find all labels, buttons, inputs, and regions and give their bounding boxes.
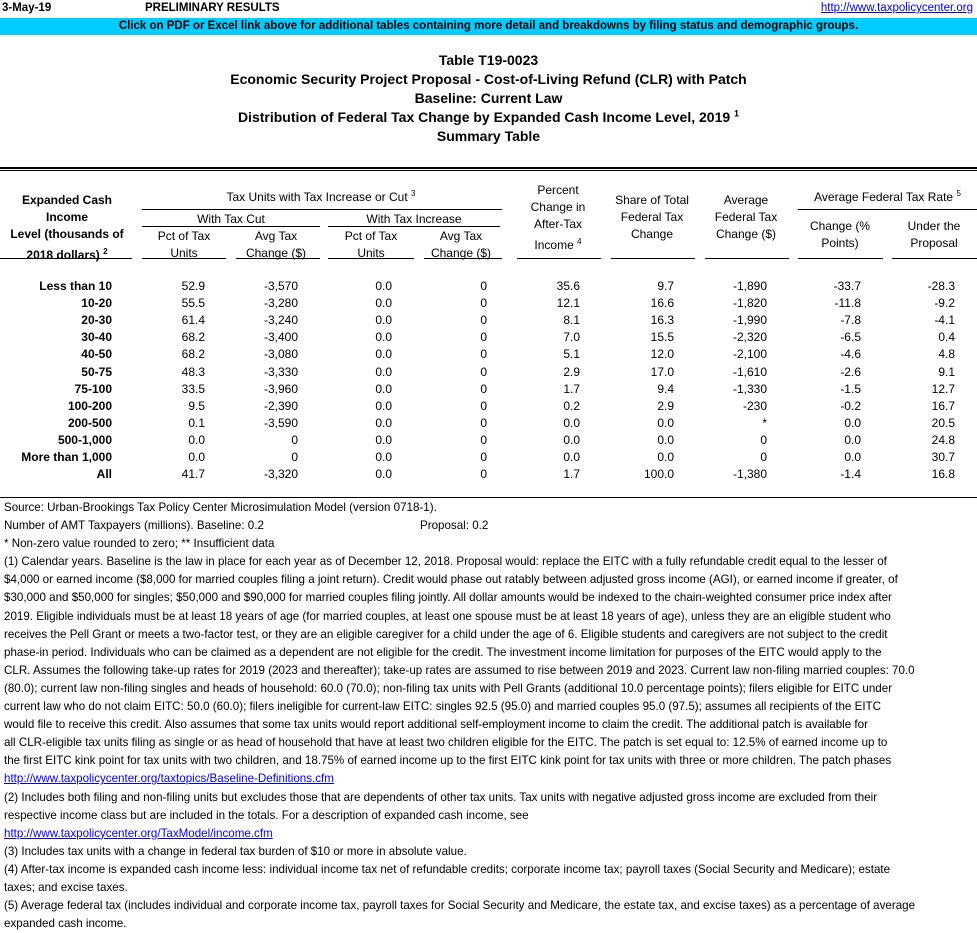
group-rule [798,209,977,210]
cell-avg-federal-change: 0 [760,450,767,464]
cell-cut-pct-units: 0.0 [188,432,205,447]
col-group-tax-units: Tax Units with Tax Increase or Cut $^3$ [226,189,416,204]
cell-cut-pct-units: 52.9 [181,279,205,293]
col-rule [517,258,601,259]
cell-cut-avg-change: -3,080 [263,347,298,362]
cell-avg-federal-change: -1,330 [732,381,767,396]
cell-inc-avg-change: 0 [480,313,487,328]
col-rate-change: Change (% Points) [809,219,871,250]
cell-inc-avg-change: 0 [480,450,487,464]
cell-rate-under: 4.8 [938,347,955,362]
cell-cut-avg-change: -3,240 [263,313,298,328]
cell-cut-pct-units: 48.3 [181,364,205,379]
cell-inc-pct-units: 0.0 [375,279,392,293]
table-row [0,330,977,348]
col-avg-federal-change: Average Federal Tax Change ($) [714,193,778,241]
cell-inc-avg-change: 0 [480,467,487,482]
footnote-line: phase-in period. Individuals who can be claimed as a dependent are not eligible for the credit. The investment income limitation for purposes of the EITC would apply to the [4,645,882,659]
cell-pct-change-after-tax: 0.0 [563,432,580,447]
footnote-2 [4,789,974,825]
cell-share-total: 9.4 [657,381,674,396]
cell-avg-federal-change: -230 [742,398,767,413]
cell-rate-change: -2.6 [840,364,861,379]
cell-cut-avg-change: -3,320 [263,467,298,482]
col-rule [142,258,226,259]
cell-inc-avg-change: 0 [480,381,487,396]
footnote-line: receives the Pell Grant or meets a two-factor test, or they are an eligible caregiver for a child under the age of 6. Eligible students and caregivers are not subject to the credit [4,627,888,641]
cell-inc-pct-units: 0.0 [375,398,392,413]
cell-inc-avg-change: 0 [480,330,487,345]
cell-avg-federal-change: -1,990 [732,313,767,328]
col-rule [328,258,414,259]
footnote-line: current law who do not claim EITC: 50.0 (60.0); filers ineligible for current-law EITC: singles 92.5 (95.0) and married couples 95.0 (97.5); assumes all recipients of the EITC [4,700,882,714]
cell-rate-change: -33.7 [833,279,861,293]
cell-share-total: 0.0 [657,450,674,464]
cell-share-total: 16.3 [650,313,674,328]
col-group-with-increase: With Tax Increase [366,212,462,226]
cell-cut-pct-units: 68.2 [181,347,205,362]
cell-pct-change-after-tax: 0.2 [563,398,580,413]
cell-inc-pct-units: 0.0 [375,450,392,464]
footnote-line: (4) After-tax income is expanded cash income less: individual income tax net of refundable credits; corporate income tax; payroll taxes (Social Security and Medicare); estate [4,862,891,876]
cell-rate-change: -11.8 [834,296,861,311]
col-rule [892,258,977,259]
col-inc-avg-change: Avg Tax Change ($) [430,229,492,260]
cell-pct-change-after-tax: 0.0 [563,415,580,430]
cell-income-level: All [96,467,112,482]
cell-cut-pct-units: 61.4 [181,313,205,328]
cell-pct-change-after-tax: 7.0 [563,330,580,345]
col-rule [236,258,320,259]
table-row [0,399,977,417]
col-rule [705,258,789,259]
footnote-line: (5) Average federal tax (includes individual and corporate income tax, payroll taxes for Social Security and Medicare, the estate tax, and excise taxes) as a percentage of average [4,899,916,913]
cell-cut-avg-change: -3,570 [263,279,298,293]
cell-rate-under: -4.1 [934,313,955,328]
cell-rate-under: 20.5 [931,415,955,430]
cell-cut-pct-units: 68.2 [181,330,205,345]
footnote-1 [4,553,974,770]
cell-income-level: 20-30 [81,313,112,328]
cell-cut-avg-change: 0 [291,432,298,447]
cell-income-level: 100-200 [67,398,112,413]
cell-cut-avg-change: 0 [291,450,298,464]
cell-income-level: 50-75 [81,364,112,379]
cell-inc-pct-units: 0.0 [375,381,392,396]
cell-pct-change-after-tax: 2.9 [563,364,580,379]
cell-avg-federal-change: -1,380 [732,467,767,482]
cell-inc-pct-units: 0.0 [375,330,392,345]
cell-share-total: 12.0 [650,347,674,362]
cell-rate-under: -9.2 [934,296,955,311]
cell-inc-avg-change: 0 [480,415,487,430]
cell-rate-under: -28.3 [927,279,955,293]
footnote-line: (2) Includes both filing and non-filing units but excludes those that are dependents of other tax units. Tax units with negative adjusted gross income are excluded from their [4,790,878,804]
cell-inc-avg-change: 0 [480,296,487,311]
col-share-total: Share of Total Federal Tax Change [615,193,689,241]
cell-rate-change: 0.0 [844,450,861,464]
footnote-4 [4,861,974,897]
cell-income-level: More than 1,000 [21,450,112,464]
cell-rate-change: -7.8 [840,313,861,328]
source-note: Source: Urban-Brookings Tax Policy Center Microsimulation Model (version 0718-1). [4,501,437,514]
cell-rate-under: 30.7 [931,450,955,464]
cell-cut-avg-change: -3,330 [263,364,298,379]
col-inc-pct-units: Pct of Tax Units [344,229,398,260]
cell-income-level: 30-40 [81,330,112,345]
cell-share-total: 0.0 [657,432,674,447]
cell-avg-federal-change: -1,820 [732,296,767,311]
table-row [0,382,977,400]
col-cut-avg-change: Avg Tax Change ($) [245,229,307,260]
footnote-line: (1) Calendar years. Baseline is the law in place for each year as of December 12, 2018. Proposal would: replace the EITC with a fully refundable credit equal to the lesser of [4,555,887,569]
col-group-avg-rate: Average Federal Tax Rate $^5$ [814,189,961,204]
asterisk-note: * Non-zero value rounded to zero; ** Insufficient data [4,537,275,551]
cell-cut-pct-units: 9.5 [188,398,205,413]
cell-pct-change-after-tax: 8.1 [563,313,580,328]
cell-income-level: 10-20 [81,296,112,311]
cell-pct-change-after-tax: 12.1 [556,296,580,311]
footnote-line: CLR. Assumes the following take-up rates for 2019 (2023 and thereafter); take-up rates are assumed to rise between 2019 and 2023. Current law non-filing married couples: 70.0 [4,663,915,677]
cell-income-level: 200-500 [67,415,112,430]
footnote-line: respective income class but are included in the totals. For a description of expanded cash income, see [4,808,529,822]
baseline-title: Baseline: Current Law [414,90,563,106]
cell-income-level: 500-1,000 [57,432,112,447]
cell-inc-avg-change: 0 [480,279,487,293]
footnote-5 [4,897,974,933]
cell-rate-change: -0.2 [840,398,861,413]
col-rule [611,258,695,259]
amt-note: Number of AMT Taxpayers (millions). Baseline: 0.2 Proposal: 0.2 [4,519,489,533]
table-titles [0,51,977,146]
cell-inc-pct-units: 0.0 [375,313,392,328]
footnote-line: taxes; and excise taxes. [4,880,128,894]
cell-inc-avg-change: 0 [480,364,487,379]
footnote-line: (80.0); current law non-filing singles and heads of household: 60.0 (70.0); non-filing tax units with Pell Grants (additional 10.0 percentage points); filers eligible for EITC under [4,681,893,695]
subgroup-rule-increase [328,226,500,227]
cell-share-total: 100.0 [643,467,674,482]
cell-income-level: 75-100 [74,381,112,396]
subgroup-rule-cut [142,226,320,227]
cell-pct-change-after-tax: 1.7 [563,381,580,396]
col-group-with-cut: With Tax Cut [197,212,265,226]
cell-share-total: 0.0 [657,415,674,430]
info-banner: Click on PDF or Excel link above for additional tables containing more detail and breakdowns by filing status and demographic groups. [0,18,977,35]
col-rule [424,258,502,259]
cell-inc-pct-units: 0.0 [375,347,392,362]
cell-cut-pct-units: 33.5 [181,381,205,396]
table-row [0,296,977,314]
group-rule [142,209,502,210]
footnote-line: would file to receive this credit. Also assumes that some tax units would report additional self-employment income to claim the credit. The additional patch is available for [4,718,868,732]
cell-rate-change: -1.5 [840,381,861,396]
cell-rate-change: -1.4 [840,467,861,482]
cell-share-total: 15.5 [650,330,674,345]
summary-title: Summary Table [436,128,541,144]
table-row [0,279,977,297]
tpc-website-link[interactable]: http://www.taxpolicycenter.org [820,2,973,14]
footnote-line: the first EITC kink point for tax units with two children, and 18.75% of earned income up to the first EITC kink point for tax units with three or more children. The patch phases [4,754,892,768]
cell-rate-under: 0.4 [938,330,955,345]
footnote-line: $30,000 and $50,000 for singles; $50,000 and $90,000 for married couples filing jointly. All dollar amounts would be indexed to the chain-weighted consumer price index after [4,591,892,605]
cell-rate-under: 12.7 [931,381,955,396]
table-bottom-rule [0,497,977,498]
cell-income-level: 40-50 [81,347,112,362]
cell-cut-avg-change: -2,390 [263,398,298,413]
footnote-line: 2019. Eligible individuals must be at least 18 years of age (for married couples, at least one spouse must be at least 18 years of age), unless they are an eligible student who [4,609,891,623]
table-row [0,365,977,383]
cell-rate-under: 24.8 [931,432,955,447]
table-row [0,416,977,434]
cell-rate-under: 16.7 [931,398,955,413]
cell-rate-under: 9.1 [938,364,955,379]
col-income-level: Expanded Cash Income Level (thousands of 2018 dollars) $^2$ [10,193,124,262]
footnote-line: $4,000 or earned income ($8,000 for married couples filing a joint return). Credit would phase out ratably between adjusted gross income (AGI), or earned income if greater, of [4,573,898,587]
col-rate-under: Under the Proposal [907,219,961,250]
footnotes [4,499,974,933]
cell-avg-federal-change: -2,100 [732,347,767,362]
cell-pct-change-after-tax: 5.1 [563,347,580,362]
baseline-definitions-link[interactable]: http://www.taxpolicycenter.org/taxtopics/Baseline-Definitions.cfm [4,772,334,786]
table-row [0,467,977,485]
cell-inc-pct-units: 0.0 [375,467,392,482]
cell-avg-federal-change: * [762,415,767,430]
cell-inc-avg-change: 0 [480,432,487,447]
header-double-rule [0,167,977,171]
cell-avg-federal-change: -1,610 [732,364,767,379]
cell-pct-change-after-tax: 0.0 [563,450,580,464]
table-row [0,433,977,451]
cell-cut-avg-change: -3,280 [263,296,298,311]
col-rule [798,258,883,259]
table-row [0,313,977,331]
cell-rate-change: -6.5 [840,330,861,345]
report-date: 3-May-19 [2,2,52,14]
cell-share-total: 9.7 [657,279,674,293]
proposal-title: Economic Security Project Proposal - Cost-of-Living Refund (CLR) with Patch [230,71,747,87]
cell-share-total: 16.6 [650,296,674,311]
cell-inc-pct-units: 0.0 [375,415,392,430]
cell-rate-change: -4.6 [840,347,861,362]
table-row [0,347,977,365]
cell-avg-federal-change: -1,890 [732,279,767,293]
cell-cut-avg-change: -3,960 [263,381,298,396]
cell-cut-pct-units: 55.5 [181,296,205,311]
cell-share-total: 17.0 [650,364,674,379]
cell-cut-pct-units: 0.0 [188,450,205,464]
cell-rate-change: 0.0 [844,432,861,447]
distribution-title: Distribution of Federal Tax Change by Expanded Cash Income Level, 2019 $^1$ [237,108,740,125]
cell-cut-pct-units: 41.7 [181,467,205,482]
cell-cut-avg-change: -3,590 [263,415,298,430]
cell-inc-avg-change: 0 [480,398,487,413]
income-definition-link[interactable]: http://www.taxpolicycenter.org/TaxModel/income.cfm [4,826,273,840]
cell-avg-federal-change: 0 [760,432,767,447]
cell-inc-pct-units: 0.0 [375,432,392,447]
cell-avg-federal-change: -2,320 [732,330,767,345]
cell-rate-change: 0.0 [844,415,861,430]
cell-pct-change-after-tax: 1.7 [563,467,580,482]
table-row [0,450,977,468]
cell-pct-change-after-tax: 35.6 [556,279,580,293]
col-cut-pct-units: Pct of Tax Units [157,229,211,260]
preliminary-label: PRELIMINARY RESULTS [145,2,280,14]
table-id: Table T19-0023 [438,52,539,68]
cell-inc-avg-change: 0 [480,347,487,362]
cell-inc-pct-units: 0.0 [375,364,392,379]
footnote-line: all CLR-eligible tax units filing as single or as head of household that have at least two children eligible for the EITC. The patch is set equal to: 12.5% of earned income up to [4,736,888,750]
footnote-line: expanded cash income. [4,917,127,931]
cell-inc-pct-units: 0.0 [375,296,392,311]
footnote-3: (3) Includes tax units with a change in federal tax burden of $10 or more in absolute value. [4,844,467,858]
cell-cut-avg-change: -3,400 [263,330,298,345]
col-pct-change-after-tax: Percent Change in After-Tax Income $^4$ [530,183,586,252]
col-rule [0,258,132,259]
cell-rate-under: 16.8 [931,467,955,482]
cell-income-level: Less than 10 [39,279,112,293]
top-bar [0,0,977,18]
cell-share-total: 2.9 [657,398,674,413]
cell-cut-pct-units: 0.1 [188,415,205,430]
